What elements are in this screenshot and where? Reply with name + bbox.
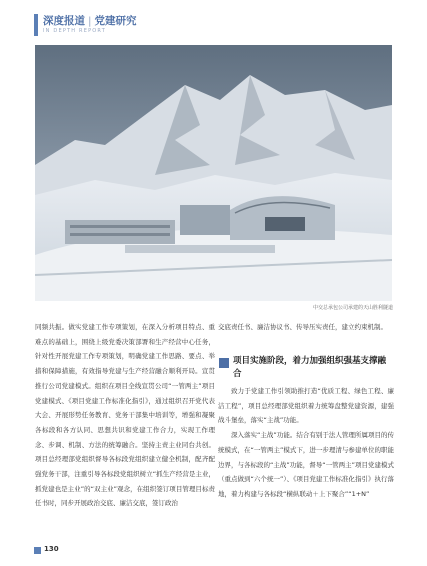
header-title [43,13,137,28]
header-accent-bar [34,14,38,36]
left-paragraph: 同频共振。做实党建工作专项策划，在深入分析项目特点、重难点的基础上，围绕上级党委决策部署和生产经营中心任务，针对性开展党建工作专项策划，明确党建工作思路、要点、举措和保障措施，有效指导党建与生产经营融合顺利开局。宣贯推行公司党建模式。组织在项目全线宣贯公司“一管两主”项目党建模式、《项目党建工作标准化指引》，通过组织召开党代表大会、开展形势任务教育、党务干部集中培训等，增强和凝聚各标段和各方认同、思想共识和党建工作合力，实现工作理念、步调、机制、方法的统筹融合。坚持主责主业同台共创。项目总经理部党组织督导各标段党组织建立健全机制，配齐配强党务干部，注重引导各标段党组织树立“抓生产经营是主业，抓党建也是主业”的“双主业”观念，在组织签订项目管理目标责任书时，同步开展政治交底、廉洁交底，签订政治 [35,323,215,508]
page-number: 130 [44,545,59,553]
section-title: 项目实施阶段，着力加强组织强基支撑融合 [233,356,387,379]
header-subtitle: IN DEPTH REPORT [43,28,106,34]
right-paragraph-2: 深入落实“主战”功能。结合有别于法人管理所属项目的传统模式，在“一管两主”模式下，进一步理清与参建单位的职能边界，与各标段的“主战”功能，督导“一管两主”项目党建模式（重点做到“六个统一”）、《项目党建工作标准化指引》执行落地，着力构建与各标段“横纵联动＋上下聚合”“1+N” [218,431,394,498]
right-paragraph-1: 致力于党建工作引领助推打造“优质工程、绿色工程、廉洁工程”，项目总经理部党组织着力统筹盘整党建资源，建强战斗堡垒，落实“主战”功能。 [218,387,394,425]
left-column [35,320,215,511]
header-separator: | [88,15,92,27]
right-column-body [218,384,394,502]
right-intro-paragraph: 交底责任书、廉洁协议书、传导压实责任，建立约束机制。 [218,323,387,331]
right-column-intro [218,320,394,335]
tunnel-construction-photo [35,45,392,301]
photo-caption: 中交总承包公司承建的天山胜利隧道 [312,305,393,311]
section-marker [219,358,229,368]
header-section: 深度报道 [43,15,85,27]
header-column: 党建研究 [94,15,137,27]
page-number-marker [34,547,41,554]
